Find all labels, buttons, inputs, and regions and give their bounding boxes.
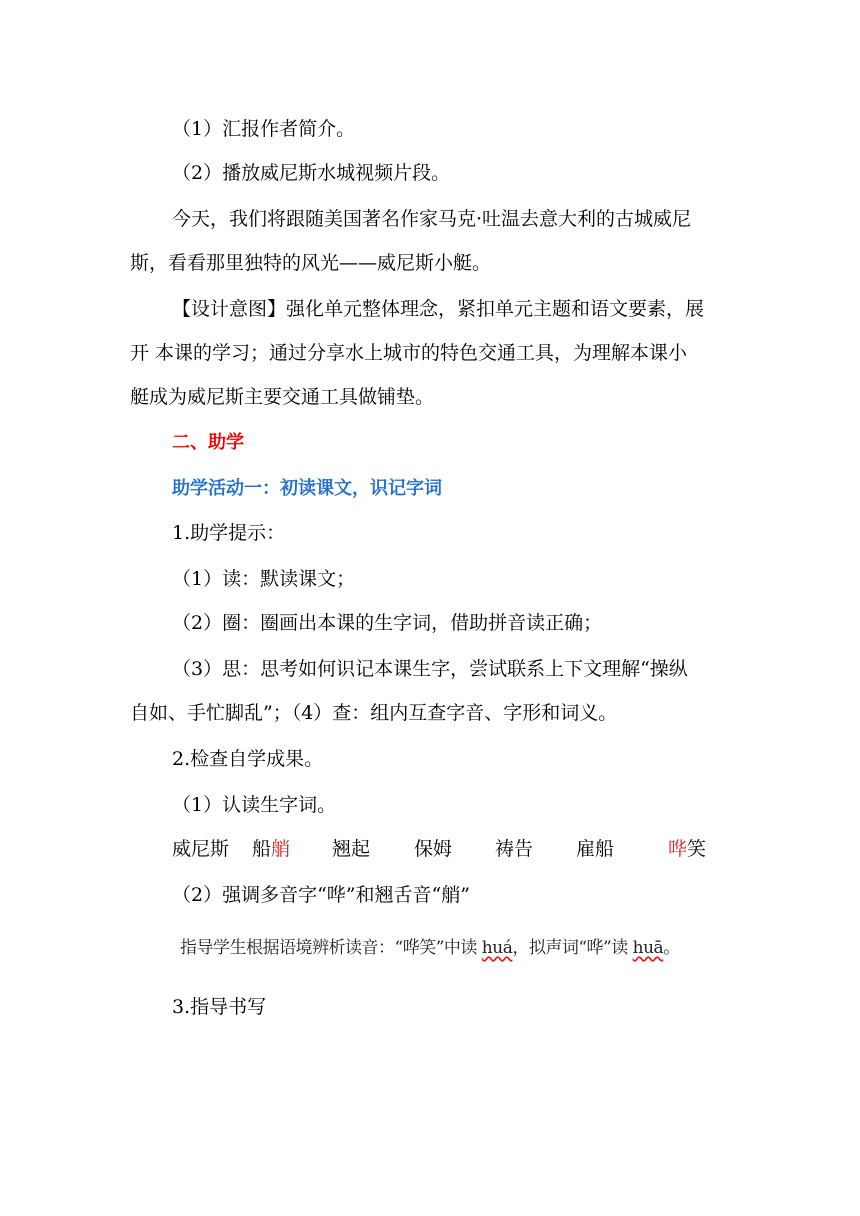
paragraph-intro-line1: 今天，我们将跟随美国著名作家马克·吐温去意大利的古城威尼 [172,208,692,230]
design-intent-line3: 艇成为威尼斯主要交通工具做铺垫。 [130,386,435,408]
word-stern-part1: 船 [252,838,272,860]
word-pray: 祷告 [495,838,534,860]
word-laugh-part1: 哗 [668,838,688,860]
hint-title: 1.助学提示： [172,522,286,544]
activity-heading: 助学活动一：初读课文，识记字词 [172,478,442,499]
design-intent-line2: 开 本课的学习；通过分享水上城市的特色交通工具，为理解本课小 [130,342,688,364]
hint-think-line1: （3）思：思考如何识记本课生字，尝试联系上下文理解“操纵 [172,658,688,680]
paragraph-video: （2）播放威尼斯水城视频片段。 [172,162,451,184]
word-nanny: 保姆 [414,838,453,860]
note-text-e: 。 [663,938,680,958]
emphasis-polyphonic: （2）强调多音字“哗”和翘舌音“艄” [172,884,470,906]
design-intent-line1: 【设计意图】强化单元整体理念，紧扣单元主题和语文要素，展 [172,298,705,320]
word-venice: 威尼斯 [172,838,230,860]
paragraph-author-intro: （1）汇报作者简介。 [172,118,356,140]
hint-think-line2: 自如、手忙脚乱”；（4）查：组内互查字音、字形和词义。 [130,702,618,724]
note-text-a: 指导学生根据语境辨析读音：“哗笑”中读 [180,938,482,958]
note-text-c: ，拟声词“哗”读 [512,938,633,958]
check-results: 2.检查自学成果。 [172,748,324,770]
section-heading-assist: 二、助学 [172,432,244,453]
hint-circle: （2）圈：圈画出本课的生字词，借助拼音读正确； [172,612,603,634]
read-new-words: （1）认读生字词。 [172,794,337,816]
word-raise: 翘起 [332,838,371,860]
pronunciation-note-image [180,936,680,960]
pinyin-hua2: huá [481,938,513,958]
paragraph-intro-line2: 斯，看看那里独特的风光——威尼斯小艇。 [130,252,492,274]
writing-guidance: 3.指导书写 [172,996,267,1018]
word-laugh-part2: 笑 [687,838,707,860]
pinyin-hua1: huā [632,938,664,958]
word-hire-boat: 雇船 [576,838,615,860]
word-stern-part2: 艄 [271,838,291,860]
hint-read: （1）读：默读课文； [172,568,356,590]
